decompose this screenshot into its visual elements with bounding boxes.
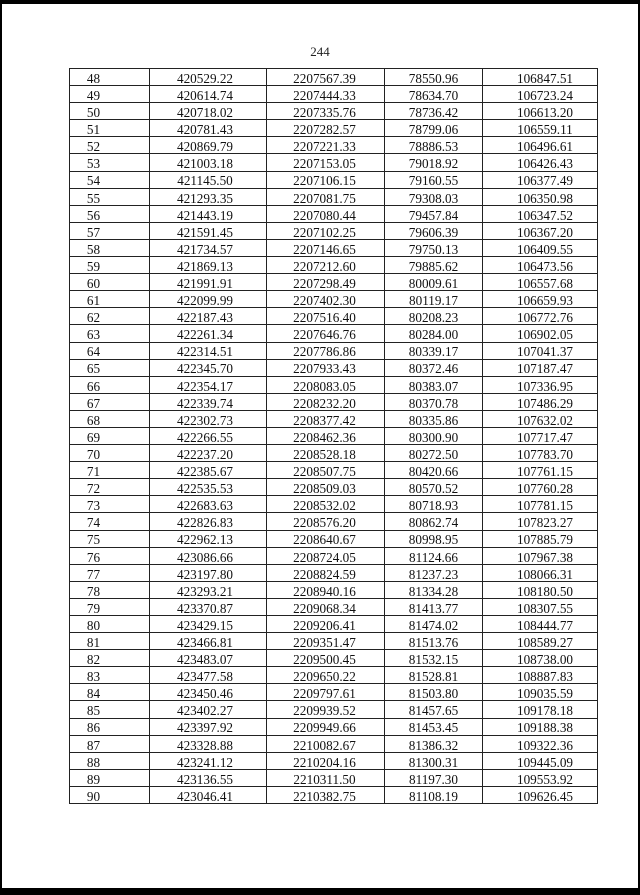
column-2-cell: 423429.15 — [150, 616, 267, 633]
column-5-cell: 108180.50 — [483, 581, 598, 598]
column-2-cell: 423293.21 — [150, 581, 267, 598]
column-4-cell: 81503.80 — [385, 684, 483, 701]
column-4-cell: 80208.23 — [385, 308, 483, 325]
column-2-cell: 422535.53 — [150, 479, 267, 496]
column-4-cell: 81124.66 — [385, 547, 483, 564]
column-3-cell: 2207106.15 — [267, 171, 385, 188]
column-3-cell: 2207933.43 — [267, 359, 385, 376]
column-4-cell: 79457.84 — [385, 205, 483, 222]
column-2-cell: 421869.13 — [150, 257, 267, 274]
column-3-cell: 2209797.61 — [267, 684, 385, 701]
column-3-cell: 2209650.22 — [267, 667, 385, 684]
column-5-cell: 107760.28 — [483, 479, 598, 496]
column-4-cell: 80009.61 — [385, 274, 483, 291]
column-4-cell: 78799.06 — [385, 120, 483, 137]
column-2-cell: 422187.43 — [150, 308, 267, 325]
column-5-cell: 108444.77 — [483, 616, 598, 633]
column-3-cell: 2207335.76 — [267, 103, 385, 120]
column-5-cell: 109445.09 — [483, 752, 598, 769]
column-2-cell: 423136.55 — [150, 769, 267, 786]
table-row — [70, 479, 598, 496]
column-4-cell: 79308.03 — [385, 188, 483, 205]
column-3-cell: 2208232.20 — [267, 393, 385, 410]
column-3-cell: 2207516.40 — [267, 308, 385, 325]
column-2-cell: 423397.92 — [150, 718, 267, 735]
column-3-cell: 2207567.39 — [267, 69, 385, 86]
table-row — [70, 154, 598, 171]
column-2-cell: 421734.57 — [150, 239, 267, 256]
point-number-cell: 57 — [70, 222, 150, 239]
column-3-cell: 2208576.20 — [267, 513, 385, 530]
table-row — [70, 650, 598, 667]
column-5-cell: 107187.47 — [483, 359, 598, 376]
column-3-cell: 2210082.67 — [267, 735, 385, 752]
column-2-cell: 421991.91 — [150, 274, 267, 291]
column-5-cell: 109188.38 — [483, 718, 598, 735]
column-4-cell: 80335.86 — [385, 410, 483, 427]
column-4-cell: 80998.95 — [385, 530, 483, 547]
column-3-cell: 2209351.47 — [267, 633, 385, 650]
table-row — [70, 496, 598, 513]
column-2-cell: 422099.99 — [150, 291, 267, 308]
column-3-cell: 2208824.59 — [267, 564, 385, 581]
table-row — [70, 581, 598, 598]
table-row — [70, 684, 598, 701]
column-5-cell: 107823.27 — [483, 513, 598, 530]
column-2-cell: 422314.51 — [150, 342, 267, 359]
table-row — [70, 188, 598, 205]
column-4-cell: 79750.13 — [385, 239, 483, 256]
point-number-cell: 90 — [70, 786, 150, 803]
table-row — [70, 786, 598, 803]
column-4-cell: 80420.66 — [385, 462, 483, 479]
column-5-cell: 106659.93 — [483, 291, 598, 308]
column-2-cell: 423370.87 — [150, 598, 267, 615]
column-4-cell: 81197.30 — [385, 769, 483, 786]
table-row — [70, 257, 598, 274]
table-row — [70, 274, 598, 291]
table-row — [70, 752, 598, 769]
column-3-cell: 2207221.33 — [267, 137, 385, 154]
table-row — [70, 718, 598, 735]
column-3-cell: 2208507.75 — [267, 462, 385, 479]
point-number-cell: 48 — [70, 69, 150, 86]
column-5-cell: 106496.61 — [483, 137, 598, 154]
column-2-cell: 423450.46 — [150, 684, 267, 701]
column-5-cell: 106723.24 — [483, 86, 598, 103]
column-4-cell: 78886.53 — [385, 137, 483, 154]
column-5-cell: 108589.27 — [483, 633, 598, 650]
column-5-cell: 109035.59 — [483, 684, 598, 701]
column-4-cell: 81386.32 — [385, 735, 483, 752]
column-2-cell: 423197.80 — [150, 564, 267, 581]
table-row — [70, 633, 598, 650]
column-5-cell: 109178.18 — [483, 701, 598, 718]
point-number-cell: 64 — [70, 342, 150, 359]
column-2-cell: 422237.20 — [150, 445, 267, 462]
column-3-cell: 2207786.86 — [267, 342, 385, 359]
column-2-cell: 422266.55 — [150, 427, 267, 444]
column-4-cell: 80862.74 — [385, 513, 483, 530]
table-row — [70, 291, 598, 308]
point-number-cell: 65 — [70, 359, 150, 376]
column-5-cell: 106847.51 — [483, 69, 598, 86]
column-4-cell: 81413.77 — [385, 598, 483, 615]
column-5-cell: 106613.20 — [483, 103, 598, 120]
column-2-cell: 420869.79 — [150, 137, 267, 154]
column-4-cell: 80272.50 — [385, 445, 483, 462]
table-body — [70, 69, 598, 804]
column-3-cell: 2207444.33 — [267, 86, 385, 103]
column-2-cell: 421003.18 — [150, 154, 267, 171]
column-5-cell: 106473.56 — [483, 257, 598, 274]
scan-border-left — [0, 0, 2, 895]
table-row — [70, 530, 598, 547]
column-4-cell: 81528.81 — [385, 667, 483, 684]
point-number-cell: 79 — [70, 598, 150, 615]
point-number-cell: 58 — [70, 239, 150, 256]
coordinates-table — [69, 68, 598, 804]
point-number-cell: 75 — [70, 530, 150, 547]
table-row — [70, 103, 598, 120]
column-5-cell: 109322.36 — [483, 735, 598, 752]
column-2-cell: 420718.02 — [150, 103, 267, 120]
table-row — [70, 462, 598, 479]
column-4-cell: 81237.23 — [385, 564, 483, 581]
point-number-cell: 87 — [70, 735, 150, 752]
table-row — [70, 701, 598, 718]
column-4-cell: 81334.28 — [385, 581, 483, 598]
column-4-cell: 79018.92 — [385, 154, 483, 171]
point-number-cell: 55 — [70, 188, 150, 205]
point-number-cell: 86 — [70, 718, 150, 735]
column-3-cell: 2207080.44 — [267, 205, 385, 222]
point-number-cell: 85 — [70, 701, 150, 718]
point-number-cell: 70 — [70, 445, 150, 462]
table-row — [70, 359, 598, 376]
point-number-cell: 73 — [70, 496, 150, 513]
point-number-cell: 88 — [70, 752, 150, 769]
table-row — [70, 513, 598, 530]
column-5-cell: 108307.55 — [483, 598, 598, 615]
point-number-cell: 80 — [70, 616, 150, 633]
column-5-cell: 107632.02 — [483, 410, 598, 427]
column-5-cell: 106557.68 — [483, 274, 598, 291]
column-2-cell: 422962.13 — [150, 530, 267, 547]
point-number-cell: 52 — [70, 137, 150, 154]
point-number-cell: 53 — [70, 154, 150, 171]
table-row — [70, 547, 598, 564]
column-5-cell: 107781.15 — [483, 496, 598, 513]
table-row — [70, 222, 598, 239]
column-5-cell: 106559.11 — [483, 120, 598, 137]
column-3-cell: 2210311.50 — [267, 769, 385, 786]
column-3-cell: 2207282.57 — [267, 120, 385, 137]
table-row — [70, 239, 598, 256]
column-3-cell: 2208509.03 — [267, 479, 385, 496]
column-4-cell: 80370.78 — [385, 393, 483, 410]
column-3-cell: 2207102.25 — [267, 222, 385, 239]
column-3-cell: 2208462.36 — [267, 427, 385, 444]
point-number-cell: 67 — [70, 393, 150, 410]
point-number-cell: 49 — [70, 86, 150, 103]
column-4-cell: 81457.65 — [385, 701, 483, 718]
column-5-cell: 106367.20 — [483, 222, 598, 239]
column-3-cell: 2210204.16 — [267, 752, 385, 769]
column-2-cell: 420781.43 — [150, 120, 267, 137]
column-4-cell: 80284.00 — [385, 325, 483, 342]
column-5-cell: 106426.43 — [483, 154, 598, 171]
point-number-cell: 54 — [70, 171, 150, 188]
column-5-cell: 106772.76 — [483, 308, 598, 325]
table-row — [70, 120, 598, 137]
table-row — [70, 769, 598, 786]
point-number-cell: 81 — [70, 633, 150, 650]
table-row — [70, 564, 598, 581]
point-number-cell: 74 — [70, 513, 150, 530]
column-4-cell: 80339.17 — [385, 342, 483, 359]
column-2-cell: 422385.67 — [150, 462, 267, 479]
column-4-cell: 80119.17 — [385, 291, 483, 308]
column-3-cell: 2208532.02 — [267, 496, 385, 513]
column-3-cell: 2209949.66 — [267, 718, 385, 735]
point-number-cell: 77 — [70, 564, 150, 581]
column-2-cell: 422826.83 — [150, 513, 267, 530]
column-5-cell: 107885.79 — [483, 530, 598, 547]
table-row — [70, 137, 598, 154]
column-3-cell: 2208940.16 — [267, 581, 385, 598]
column-4-cell: 80570.52 — [385, 479, 483, 496]
point-number-cell: 89 — [70, 769, 150, 786]
column-3-cell: 2207153.05 — [267, 154, 385, 171]
column-4-cell: 81453.45 — [385, 718, 483, 735]
column-3-cell: 2209939.52 — [267, 701, 385, 718]
column-4-cell: 81513.76 — [385, 633, 483, 650]
column-2-cell: 423477.58 — [150, 667, 267, 684]
column-4-cell: 81474.02 — [385, 616, 483, 633]
column-5-cell: 107041.37 — [483, 342, 598, 359]
column-2-cell: 423086.66 — [150, 547, 267, 564]
column-2-cell: 422339.74 — [150, 393, 267, 410]
column-4-cell: 80383.07 — [385, 376, 483, 393]
point-number-cell: 82 — [70, 650, 150, 667]
point-number-cell: 51 — [70, 120, 150, 137]
table-row — [70, 410, 598, 427]
point-number-cell: 59 — [70, 257, 150, 274]
column-5-cell: 109626.45 — [483, 786, 598, 803]
point-number-cell: 63 — [70, 325, 150, 342]
column-3-cell: 2208083.05 — [267, 376, 385, 393]
column-4-cell: 81532.15 — [385, 650, 483, 667]
column-2-cell: 420529.22 — [150, 69, 267, 86]
column-3-cell: 2210382.75 — [267, 786, 385, 803]
column-4-cell: 79160.55 — [385, 171, 483, 188]
table-row — [70, 308, 598, 325]
column-5-cell: 107336.95 — [483, 376, 598, 393]
column-2-cell: 423402.27 — [150, 701, 267, 718]
table-row — [70, 616, 598, 633]
column-3-cell: 2207298.49 — [267, 274, 385, 291]
column-4-cell: 79885.62 — [385, 257, 483, 274]
page-number: 244 — [310, 44, 330, 59]
column-2-cell: 420614.74 — [150, 86, 267, 103]
column-5-cell: 107486.29 — [483, 393, 598, 410]
column-2-cell: 423483.07 — [150, 650, 267, 667]
point-number-cell: 56 — [70, 205, 150, 222]
scan-border-bottom — [0, 888, 640, 895]
column-4-cell: 81300.31 — [385, 752, 483, 769]
column-3-cell: 2209206.41 — [267, 616, 385, 633]
column-3-cell: 2209068.34 — [267, 598, 385, 615]
table-row — [70, 598, 598, 615]
table-row — [70, 427, 598, 444]
column-5-cell: 108066.31 — [483, 564, 598, 581]
table-row — [70, 376, 598, 393]
column-3-cell: 2208640.67 — [267, 530, 385, 547]
point-number-cell: 71 — [70, 462, 150, 479]
point-number-cell: 72 — [70, 479, 150, 496]
point-number-cell: 50 — [70, 103, 150, 120]
column-3-cell: 2209500.45 — [267, 650, 385, 667]
table-row — [70, 342, 598, 359]
column-3-cell: 2207146.65 — [267, 239, 385, 256]
column-5-cell: 107967.38 — [483, 547, 598, 564]
column-4-cell: 80300.90 — [385, 427, 483, 444]
column-3-cell: 2207212.60 — [267, 257, 385, 274]
column-4-cell: 80372.46 — [385, 359, 483, 376]
column-2-cell: 421145.50 — [150, 171, 267, 188]
column-3-cell: 2207081.75 — [267, 188, 385, 205]
table-row — [70, 86, 598, 103]
column-4-cell: 81108.19 — [385, 786, 483, 803]
column-4-cell: 80718.93 — [385, 496, 483, 513]
table-row — [70, 205, 598, 222]
table-row — [70, 667, 598, 684]
column-4-cell: 78634.70 — [385, 86, 483, 103]
column-3-cell: 2207646.76 — [267, 325, 385, 342]
column-2-cell: 422261.34 — [150, 325, 267, 342]
column-5-cell: 106377.49 — [483, 171, 598, 188]
column-2-cell: 423046.41 — [150, 786, 267, 803]
column-5-cell: 109553.92 — [483, 769, 598, 786]
column-3-cell: 2208377.42 — [267, 410, 385, 427]
point-number-cell: 76 — [70, 547, 150, 564]
column-2-cell: 423328.88 — [150, 735, 267, 752]
column-2-cell: 421443.19 — [150, 205, 267, 222]
scan-border-top — [0, 0, 640, 4]
column-5-cell: 106350.98 — [483, 188, 598, 205]
table-row — [70, 69, 598, 86]
column-3-cell: 2207402.30 — [267, 291, 385, 308]
column-5-cell: 106409.55 — [483, 239, 598, 256]
column-4-cell: 78736.42 — [385, 103, 483, 120]
column-2-cell: 422683.63 — [150, 496, 267, 513]
point-number-cell: 62 — [70, 308, 150, 325]
column-5-cell: 108887.83 — [483, 667, 598, 684]
table-row — [70, 393, 598, 410]
column-5-cell: 107761.15 — [483, 462, 598, 479]
column-2-cell: 422354.17 — [150, 376, 267, 393]
column-5-cell: 106347.52 — [483, 205, 598, 222]
point-number-cell: 61 — [70, 291, 150, 308]
point-number-cell: 69 — [70, 427, 150, 444]
column-3-cell: 2208724.05 — [267, 547, 385, 564]
column-2-cell: 422345.70 — [150, 359, 267, 376]
table-row — [70, 171, 598, 188]
column-5-cell: 106902.05 — [483, 325, 598, 342]
column-2-cell: 421293.35 — [150, 188, 267, 205]
column-5-cell: 108738.00 — [483, 650, 598, 667]
table-row — [70, 445, 598, 462]
column-5-cell: 107717.47 — [483, 427, 598, 444]
column-2-cell: 423241.12 — [150, 752, 267, 769]
point-number-cell: 84 — [70, 684, 150, 701]
point-number-cell: 68 — [70, 410, 150, 427]
column-3-cell: 2208528.18 — [267, 445, 385, 462]
point-number-cell: 66 — [70, 376, 150, 393]
point-number-cell: 83 — [70, 667, 150, 684]
column-4-cell: 78550.96 — [385, 69, 483, 86]
column-4-cell: 79606.39 — [385, 222, 483, 239]
column-2-cell: 421591.45 — [150, 222, 267, 239]
column-2-cell: 422302.73 — [150, 410, 267, 427]
table-row — [70, 735, 598, 752]
point-number-cell: 60 — [70, 274, 150, 291]
column-2-cell: 423466.81 — [150, 633, 267, 650]
column-5-cell: 107783.70 — [483, 445, 598, 462]
point-number-cell: 78 — [70, 581, 150, 598]
table-row — [70, 325, 598, 342]
